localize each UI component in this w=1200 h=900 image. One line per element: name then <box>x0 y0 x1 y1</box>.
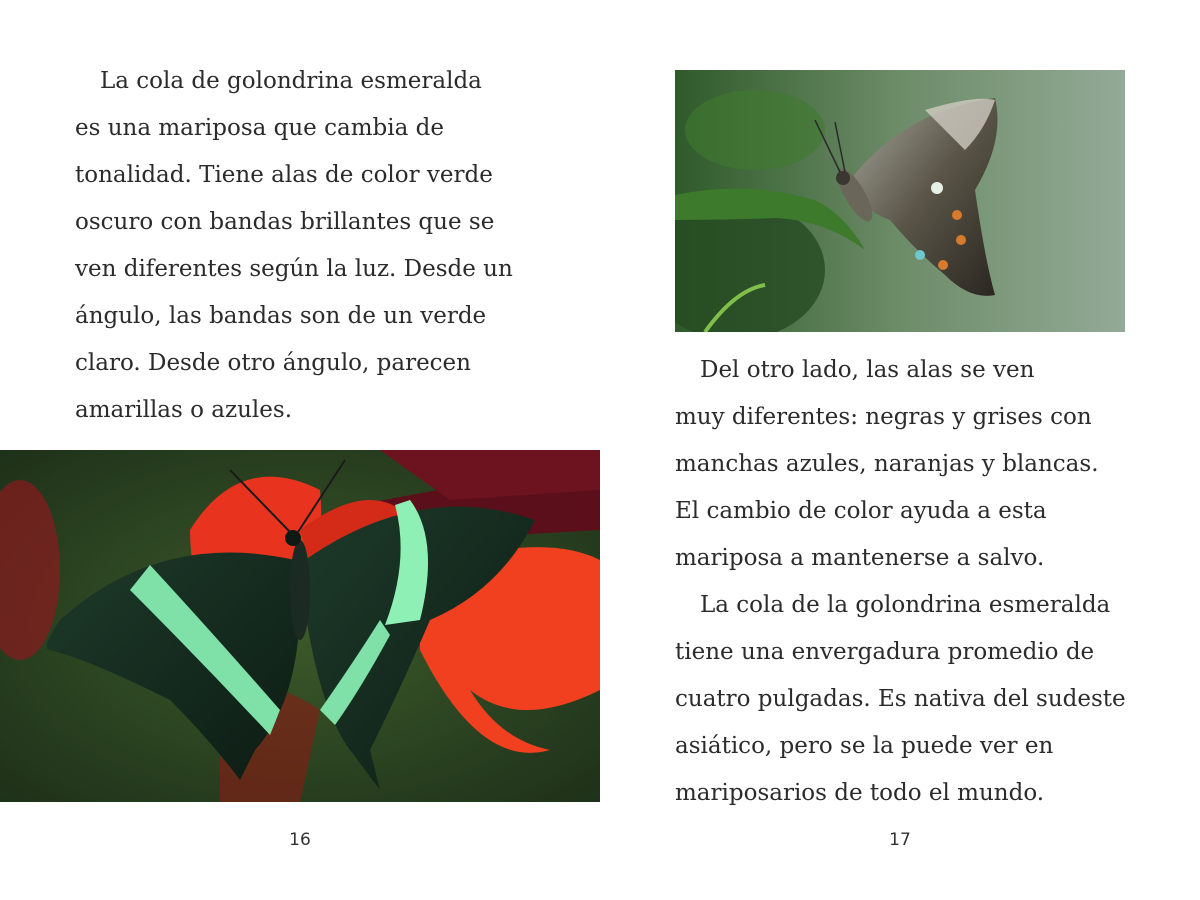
text-line: muy diferentes: negras y grises con <box>675 404 1092 430</box>
text-line: claro. Desde otro ángulo, parecen <box>75 350 471 376</box>
text-line: Del otro lado, las alas se ven <box>700 357 1035 383</box>
right-page <box>600 0 1200 900</box>
left-paragraph <box>75 58 513 434</box>
text-line: manchas azules, naranjas y blancas. <box>675 451 1099 477</box>
text-line: ven diferentes según la luz. Desde un <box>75 256 513 282</box>
text-line: ángulo, las bandas son de un verde <box>75 303 487 329</box>
text-line: amarillas o azules. <box>75 397 293 423</box>
text-line: La cola de golondrina esmeralda <box>100 68 482 94</box>
text-line: es una mariposa que cambia de <box>75 115 444 141</box>
right-paragraphs <box>675 347 1126 817</box>
swallowtail-underside-photo <box>675 70 1125 332</box>
text-line: asiático, pero se la puede ver en <box>675 733 1054 759</box>
text-line: cuatro pulgadas. Es nativa del sudeste <box>675 686 1126 712</box>
text-line: mariposa a mantenerse a salvo. <box>675 545 1045 571</box>
page-number: 17 <box>889 830 911 850</box>
text-line: tonalidad. Tiene alas de color verde <box>75 162 493 188</box>
butterfly-on-leaf-image <box>675 70 1125 332</box>
text-line: tiene una envergadura promedio de <box>675 639 1095 665</box>
emerald-swallowtail-photo <box>0 450 600 802</box>
text-line: oscuro con bandas brillantes que se <box>75 209 495 235</box>
text-line: mariposarios de todo el mundo. <box>675 780 1045 806</box>
text-line: La cola de la golondrina esmeralda <box>700 592 1111 618</box>
butterfly-on-red-flower-image <box>0 450 600 802</box>
page-number: 16 <box>289 830 311 850</box>
text-line: El cambio de color ayuda a esta <box>675 498 1047 524</box>
